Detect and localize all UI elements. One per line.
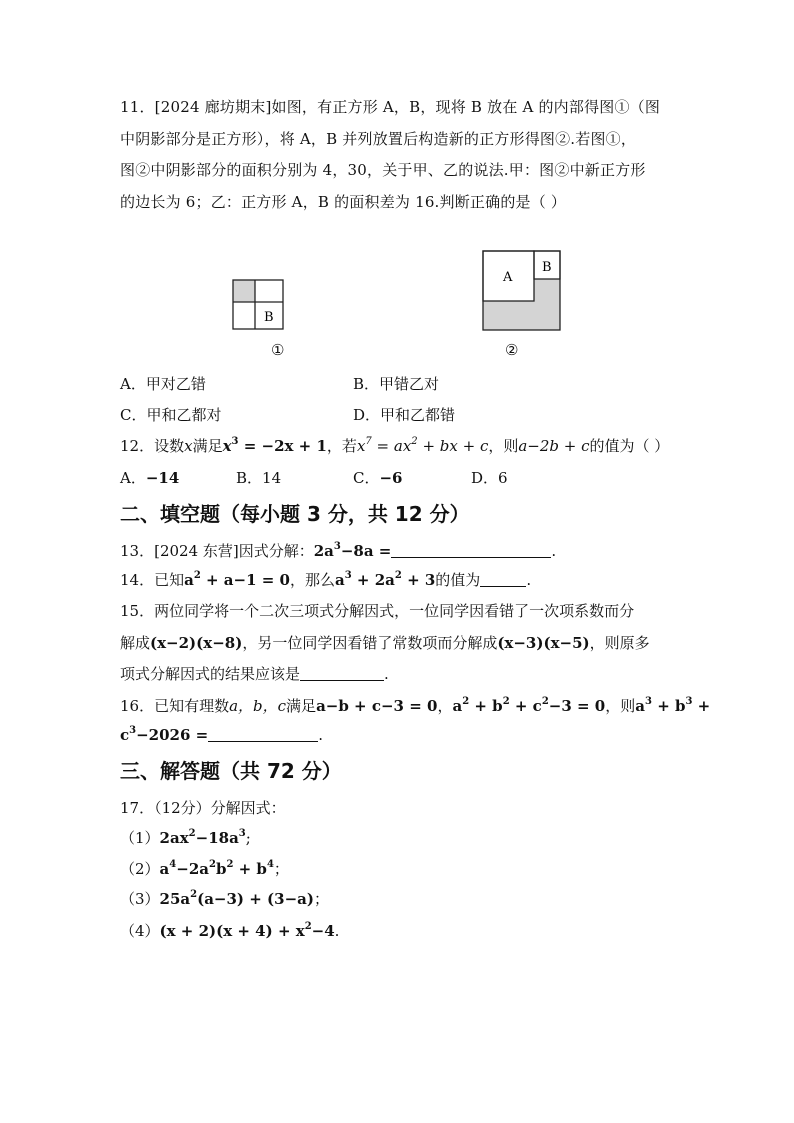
q13-answer-blank[interactable]: [391, 543, 551, 558]
figure-2: [478, 248, 566, 334]
q12-option-c: [353, 467, 403, 488]
q14-target-rest: + 3: [401, 571, 436, 589]
q17-i2-term-1: a: [159, 860, 170, 878]
q12-option-a-letter: A．: [120, 469, 146, 487]
figure-1-shaded-square: [233, 280, 255, 302]
q13-end: .: [551, 542, 557, 560]
q16-cont-c: c: [120, 726, 130, 744]
q16-eq2-rest: −3 = 0: [548, 697, 606, 715]
q17-item-3-number: （3）: [120, 890, 160, 908]
q15-answer-blank[interactable]: [300, 666, 384, 681]
q16-prefix: 16．已知有理数: [120, 697, 230, 715]
q17-i2-term-2: −2a: [176, 860, 209, 878]
q13-prefix: 13．[2024 东营]因式分解：: [120, 542, 314, 560]
question-13-text: [120, 540, 556, 561]
q14-answer-blank[interactable]: [480, 572, 526, 587]
q12-eq2-exp: 7: [365, 436, 372, 447]
q17-i1-term-2: −18a: [195, 829, 239, 847]
q16-eq3-exp-1: 3: [645, 696, 652, 707]
q17-item-4: [120, 920, 339, 941]
q14-target-exp2: 2: [394, 570, 402, 581]
q12-eq1-base: x: [222, 437, 232, 455]
q15-expression-2: (x−3)(x−5): [497, 634, 590, 652]
q12-variable-x: x: [184, 437, 193, 455]
q17-i4-rest: −4: [311, 922, 335, 940]
q15-end: .: [384, 665, 389, 683]
q16-eq3-a: a: [635, 697, 645, 715]
q17-i3-end: ；: [313, 890, 329, 908]
q11-option-d: D．甲和乙都错: [353, 406, 456, 424]
q15-text-3: ，则原多: [589, 634, 650, 652]
q17-item-4-expression: [160, 922, 335, 940]
figure-2-label-b: B: [542, 260, 552, 275]
q17-i3-exp-1: 2: [190, 889, 198, 900]
q12-eq2-mid: = ax: [371, 437, 412, 455]
q14-cond-base: a: [184, 571, 194, 589]
q14-cond-rest: + a−1 = 0: [200, 571, 290, 589]
question-12-text: [120, 435, 669, 456]
q17-i1-end: ;: [245, 829, 251, 847]
q15-text-1: 解成: [120, 634, 151, 652]
q17-item-1-expression: [160, 829, 246, 847]
q14-end: .: [526, 571, 532, 589]
q12-text-2: ，若: [326, 437, 357, 455]
q11-option-c: C．甲和乙都对: [120, 406, 222, 424]
q16-end: .: [318, 726, 323, 744]
q12-text-4: 的值为（ ）: [589, 437, 670, 455]
q16-eq3-plus: +: [692, 697, 711, 715]
q14-condition: [184, 571, 290, 589]
q16-eq2-exp-1: 2: [462, 696, 470, 707]
q16-cont-rest: −2026 =: [136, 726, 209, 744]
q17-item-1: [120, 827, 251, 848]
q17-i3-term-1: 25a: [159, 890, 191, 908]
q14-target-exp: 3: [344, 570, 352, 581]
q17-i4-exp-1: 2: [304, 921, 312, 932]
q13-expr-term-1: 2a: [313, 542, 334, 560]
q17-item-1-number: （1）: [120, 829, 160, 847]
q15-expression-1: (x−2)(x−8): [150, 634, 243, 652]
q16-eq2-c: + c: [509, 697, 542, 715]
q17-item-4-number: （4）: [120, 922, 160, 940]
q14-tail: 的值为: [435, 571, 481, 589]
q12-equation-3: a−2b + c: [518, 437, 590, 455]
q17-i2-exp-4: 4: [266, 859, 274, 870]
q11-line-4: 的边长为 6；乙：正方形 A，B 的面积差为 16.判断正确的是（ ）: [120, 192, 567, 211]
q16-eq2-b: + b: [469, 697, 503, 715]
q12-equation-1: [223, 437, 327, 455]
q16-text-1: 满足: [286, 697, 317, 715]
q11-line-1: 11．[2024 廊坊期末]如图，有正方形 A，B，现将 B 放在 A 的内部得图①（图: [120, 98, 661, 116]
q12-eq1-rest: = −2x + 1: [238, 437, 327, 455]
q12-option-a-value: −14: [145, 469, 180, 487]
q12-eq2-rest: + bx + c: [417, 437, 489, 455]
q16-equation-2: [452, 697, 605, 715]
q11-line-3: 图②中阴影部分的面积分别为 4，30，关于甲、乙的说法.甲：图②中新正方形: [120, 161, 646, 180]
q14-target-base: a: [335, 571, 345, 589]
q11-line-2: 中阴影部分是正方形），将 A，B 并列放置后构造新的正方形得图②.若图①，: [120, 129, 637, 148]
q15-text-2: ，另一位同学因看错了常数项而分解成: [242, 634, 498, 652]
q14-cond-exp: 2: [193, 570, 201, 581]
q14-text-mid: ，那么: [289, 571, 335, 589]
q17-i2-term-3: b: [215, 860, 227, 878]
q16-eq2-exp-3: 2: [541, 696, 549, 707]
q17-item-2-number: （2）: [120, 860, 160, 878]
q16-separator: ，: [437, 697, 453, 715]
q16-eq3-exp-2: 3: [685, 696, 693, 707]
q12-option-c-value: −6: [379, 469, 403, 487]
figure-1-caption: ①: [271, 341, 285, 359]
q12-text-1: 满足: [192, 437, 223, 455]
q12-option-b: B．14: [236, 469, 282, 487]
section-3-heading: 三、解答题（共 72 分）: [120, 759, 342, 783]
q16-text-2: ，则: [605, 697, 636, 715]
q14-prefix: 14．已知: [120, 571, 185, 589]
q17-i1-term-1: 2ax: [159, 829, 189, 847]
q14-target-expression: [335, 571, 435, 589]
q13-expr-exp: 3: [333, 541, 341, 552]
q11-option-a: A．甲对乙错: [120, 375, 206, 393]
q16-eq2-a: a: [452, 697, 463, 715]
question-14-text: [120, 569, 531, 590]
q16-line-2: [120, 726, 323, 744]
q15-text-4: 项式分解因式的结果应该是: [120, 665, 301, 683]
q17-i1-exp-1: 2: [188, 828, 196, 839]
q11-option-b: B．甲错乙对: [353, 375, 440, 393]
q12-eq2-exp2: 2: [411, 436, 418, 447]
q17-item-2: [120, 858, 289, 879]
q16-eq3-b: + b: [651, 697, 686, 715]
q17-stem: 17．（12分）分解因式：: [120, 799, 286, 817]
q15-line-3: [120, 663, 389, 684]
q15-line-1: 15．两位同学将一个二次三项式分解因式，一位同学因看错了一次项系数而分: [120, 602, 635, 620]
q17-i2-exp-1: 4: [169, 859, 177, 870]
q17-i3-rest: (a−3) + (3−a): [197, 890, 314, 908]
q17-i2-exp-2: 2: [208, 859, 216, 870]
figure-2-caption: ②: [505, 341, 519, 359]
q16-eq2-exp-2: 2: [502, 696, 510, 707]
q12-text-3: ，则: [488, 437, 519, 455]
q17-i4-end: .: [334, 922, 340, 940]
figure-2-label-a: A: [503, 270, 513, 285]
q16-answer-blank[interactable]: [208, 727, 318, 742]
q16-line-1: [120, 695, 710, 716]
q12-prefix: 12．设数: [120, 437, 185, 455]
q17-item-2-expression: [160, 860, 274, 878]
q16-variables: a，b，c: [229, 697, 287, 715]
section-2-heading: 二、填空题（每小题 3 分，共 12 分）: [120, 502, 470, 526]
q16-expression-cont: [120, 726, 208, 744]
q16-expression-3: [635, 697, 710, 715]
q12-option-c-letter: C．: [353, 469, 380, 487]
q13-expression: [314, 542, 392, 560]
q12-eq2-base: x: [356, 437, 366, 455]
q17-item-3-expression: [160, 890, 314, 908]
q17-i1-exp-2: 3: [238, 828, 246, 839]
q12-eq1-exp: 3: [231, 436, 239, 447]
q17-item-3: [120, 888, 329, 909]
q13-expr-rest: −8a =: [340, 542, 392, 560]
q17-i2-term-4: + b: [233, 860, 267, 878]
figure-1-label-b: B: [264, 310, 274, 325]
q17-i2-end: ；: [273, 860, 289, 878]
q17-i4-term-1: (x + 2)(x + 4) + x: [159, 922, 305, 940]
question-11-text: [120, 92, 676, 218]
q15-line-2: [120, 632, 650, 653]
q12-equation-2: [357, 437, 488, 455]
q12-option-d: D．6: [471, 469, 508, 487]
q14-target-mid: + 2a: [351, 571, 395, 589]
q12-option-a: [120, 467, 179, 488]
figure-1: [230, 278, 286, 332]
q16-cont-exp: 3: [129, 725, 137, 736]
q17-i2-exp-3: 2: [226, 859, 234, 870]
q16-equation-1: a−b + c−3 = 0: [316, 697, 438, 715]
figure-2-shaded-region: [483, 279, 560, 330]
